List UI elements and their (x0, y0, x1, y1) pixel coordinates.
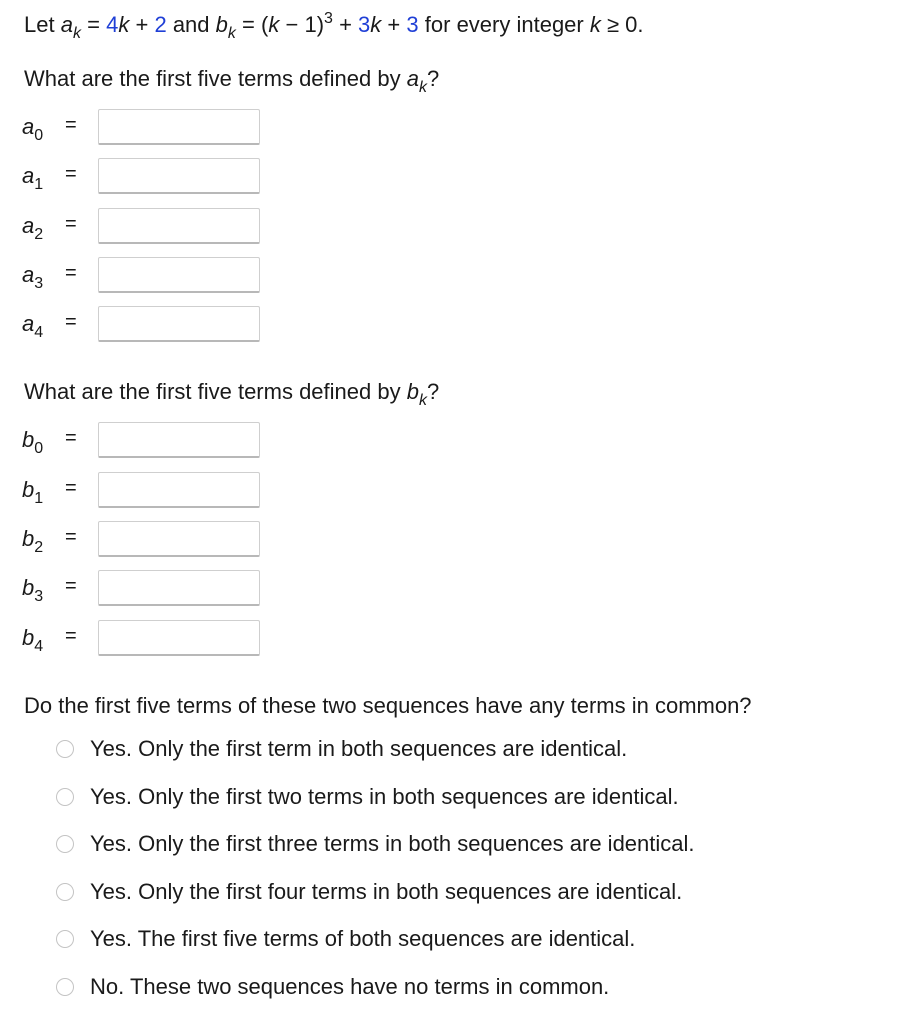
b-term-row: $b_3$ = (0, 570, 300, 610)
b-term-row: $b_4$ = (0, 620, 300, 660)
radio-button[interactable] (56, 883, 74, 901)
option-3[interactable]: Yes. Only the first three terms in both sequences are identical. (56, 829, 886, 861)
a0-input[interactable] (98, 109, 260, 145)
b-term-row: $b_0$ = (0, 422, 300, 462)
option-6[interactable]: No. These two sequences have no terms in common. (56, 972, 886, 1004)
b0-input[interactable] (98, 422, 260, 458)
a4-input[interactable] (98, 306, 260, 342)
b4-input[interactable] (98, 620, 260, 656)
a-term-row: $a_0$ = (0, 109, 300, 149)
radio-button[interactable] (56, 740, 74, 758)
a-term-row: $a_1$ = (0, 158, 300, 198)
question-common: Do the first five terms of these two sequences have any terms in common? (24, 693, 752, 718)
option-2[interactable]: Yes. Only the first two terms in both sequences are identical. (56, 782, 886, 814)
a3-input[interactable] (98, 257, 260, 293)
problem-statement: Let $a_k = 4k + 2$ and $b_k = (k - 1)^3 + 3k + 3$ for every integer k ≥ 0. (24, 10, 644, 42)
question-a: What are the first five terms defined by $a_k$? (24, 66, 440, 96)
a-term-row: $a_3$ = (0, 257, 300, 297)
a-term-row: $a_4$ = (0, 306, 300, 346)
radio-button[interactable] (56, 930, 74, 948)
radio-button[interactable] (56, 835, 74, 853)
question-b: What are the first five terms defined by $b_k$? (24, 379, 440, 409)
b-term-row: $b_2$ = (0, 521, 300, 561)
option-4[interactable]: Yes. Only the first four terms in both sequences are identical. (56, 877, 886, 909)
radio-button[interactable] (56, 978, 74, 996)
option-1[interactable]: Yes. Only the first term in both sequences are identical. (56, 734, 886, 766)
a2-input[interactable] (98, 208, 260, 244)
b1-input[interactable] (98, 472, 260, 508)
radio-button[interactable] (56, 788, 74, 806)
option-5[interactable]: Yes. The first five terms of both sequences are identical. (56, 924, 886, 956)
b3-input[interactable] (98, 570, 260, 606)
b-term-row: $b_1$ = (0, 472, 300, 512)
a1-input[interactable] (98, 158, 260, 194)
a-term-row: $a_2$ = (0, 208, 300, 248)
b2-input[interactable] (98, 521, 260, 557)
